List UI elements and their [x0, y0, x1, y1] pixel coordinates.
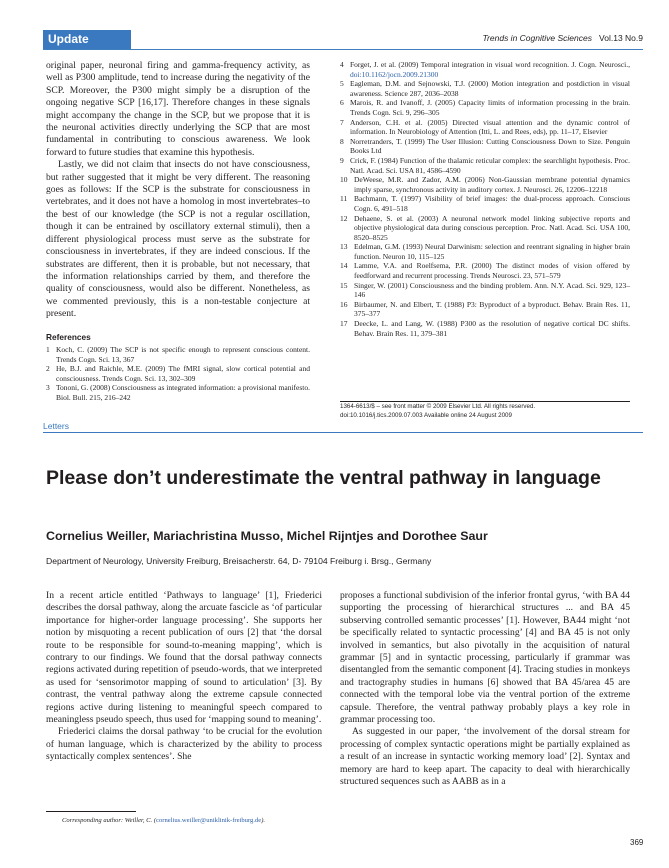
reference-number: 3 — [46, 383, 50, 393]
journal-name: Trends in Cognitive Sciences — [482, 33, 592, 43]
reference-item — [340, 194, 630, 213]
reference-text: He, B.J. and Raichle, M.E. (2009) The fMRI signal, slow cortical potential and consciousness. Trends Cogn. Sci. 13, 302–309 — [56, 364, 310, 383]
reference-list — [46, 345, 310, 403]
corresponding-author-footnote — [62, 817, 265, 824]
page-number: 369 — [630, 838, 644, 847]
letter-left-column — [46, 590, 322, 764]
reference-text: Deecke, L. and Lang, W. (1988) P300 as the resolution of negative cortical DC shifts. Behav. Brain Res. 11, 379–381 — [354, 319, 630, 338]
reference-item — [340, 175, 630, 194]
section-divider — [43, 432, 643, 433]
reference-number: 4 — [340, 60, 344, 69]
reference-number: 13 — [340, 242, 348, 252]
reference-number: 17 — [340, 319, 348, 329]
reference-number: 8 — [340, 136, 344, 146]
doi-line: doi:10.1016/j.tics.2009.07.003 Available online 24 August 2009 — [340, 411, 512, 419]
reference-text: DeWeese, M.R. and Zador, A.M. (2006) Non-Gaussian membrane potential dynamics imply sparse, synchronous activity in auditory cortex. J. Neurosci. 26, 12206–12218 — [354, 175, 630, 194]
reference-item — [340, 79, 630, 98]
body-paragraph: Lastly, we did not claim that insects do not have consciousness, but rather suggested that it might be very different. The reasoning goes as follows: If the SCP is the substrate for consciousness in vertebrates, and it does not have a homolog in most invertebrates–to the best of our knowledge (the SCP is not a regular oscillation, though it can be entrained by oscillatory external stimuli), then a different physiological process must serve as the substrate for consciousness in invertebrates, if they are indeed conscious. If the substrates are different, then it is probable, but not necessary, that the information relationships carried by them, and therefore the quality of consciousness, would also be different. Nonetheless, as we commented previously, this is a non-testable conjecture at present. — [46, 159, 310, 320]
reference-item — [340, 214, 630, 243]
footnote-end: ). — [261, 817, 266, 824]
references-heading: References — [46, 331, 91, 342]
reference-item — [340, 156, 630, 175]
prior-letter-left-column — [46, 60, 310, 403]
reference-text: Bachmann, T. (1997) Visibility of brief images: the dual-process approach. Conscious Cogn. 6, 491–518 — [354, 194, 630, 213]
copyright-block — [340, 403, 630, 420]
journal-info — [483, 33, 644, 43]
reference-item — [340, 300, 630, 319]
reference-doi-link[interactable]: doi:10.1162/jocn.2009.21300 — [350, 69, 439, 79]
reference-text: Dehaene, S. et al. (2003) A neuronal network model linking subjective reports and objective physiological data during conscious perception. Proc. Natl. Acad. Sci. USA 100, 8520–8525 — [354, 213, 630, 242]
reference-number: 11 — [340, 194, 348, 204]
reference-number: 7 — [340, 117, 344, 127]
reference-number: 1 — [46, 344, 50, 354]
page-header — [43, 30, 643, 50]
body-paragraph: Friederici claims the dorsal pathway ‘to be crucial for the evolution of human language, which is characterized by the ability to process syntactically complex sentences’. She — [46, 726, 322, 763]
copyright-rule — [340, 401, 630, 402]
footnote-rule — [46, 811, 136, 812]
copyright-line: 1364-6613/$ – see front matter © 2009 Elsevier Ltd. All rights reserved. — [340, 403, 536, 410]
reference-item — [340, 281, 630, 300]
letter-right-column — [340, 590, 630, 789]
reference-text: Koch, C. (2009) The SCP is not specific enough to represent conscious content. Trends Cogn. Sci. 13, 367 — [56, 344, 310, 364]
body-paragraph: As suggested in our paper, ‘the involvement of the dorsal stream for processing of complex syntactic operations might be partially explained as a result of an increase in syntactic working memory load’ [2]. Syntax and memory are hard to keep apart. The capacity to deal with hierarchically structured sequences such as AABB as in a — [340, 726, 630, 788]
reference-text: Forget, J. et al. (2009) Temporal integration in visual word recognition. J. Cogn. Neurosci., doi:10.1162/jocn.2009.21300 — [350, 60, 630, 79]
reference-text: Crick, F. (1984) Function of the thalamic reticular complex: the searchlight hypothesis. Proc. Natl. Acad. Sci. USA 81, 4586–4590 — [350, 155, 630, 175]
reference-text: Anderson, C.H. et al. (2005) Directed visual attention and the dynamic control of information. In Neurobiology of Attention (Itti, L. and Rees, eds), pp. 11–17, Elsevier — [350, 117, 630, 137]
reference-number: 16 — [340, 299, 348, 309]
reference-text: Tononi, G. (2008) Consciousness as integrated information: a provisional manifesto. Biol. Bull. 215, 216–242 — [56, 383, 310, 402]
body-paragraph: In a recent article entitled ‘Pathways to language’ [1], Friederici describes the dorsal pathway, along the arcuate fascicle as ‘of particular importance for higher-order language processing’. She supports her notion by misquoting a recent publication of ours [2] that ‘the dorsal route to be responsible for sound-to-meaning mapping’, which is contrary to our findings. We found that the dorsal pathway connects regions activated during repetition of pseudo-words, that we interpreted as used for ‘sensorimotor mapping of sound to articulation’ [3]. By contrast, the ventral pathway along the extreme capsule connected regions active during listening to meaningful speech compared to meaningless pseudo speech, thus used for ‘mapping sound to meaning’. — [46, 590, 322, 726]
author-email-link[interactable]: cornelius.weiller@uniklinik-freiburg.de — [156, 817, 262, 824]
reference-text: Lamme, V.A. and Roelfsema, P.R. (2000) The distinct modes of vision offered by feedforward and recurrent processing. Trends Neurosci. 23, 571–579 — [354, 261, 630, 281]
reference-item — [340, 98, 630, 117]
reference-item — [46, 345, 310, 364]
reference-number: 15 — [340, 280, 348, 290]
reference-item — [340, 319, 630, 338]
reference-text: Edelman, G.M. (1993) Neural Darwinism: selection and reentrant signaling in higher brain function. Neuron 10, 115–125 — [354, 242, 630, 261]
reference-item — [340, 137, 630, 156]
reference-item — [340, 118, 630, 137]
reference-number: 10 — [340, 175, 348, 185]
reference-item — [46, 364, 310, 383]
reference-text: Norretranders, T. (1999) The User Illusion: Cutting Consciousness Down to Size. Penguin Books Ltd — [350, 136, 630, 156]
reference-text: Singer, W. (2001) Consciousness and the binding problem. Ann. N.Y. Acad. Sci. 929, 123–146 — [354, 280, 630, 300]
article-title: Please don’t underestimate the ventral pathway in language — [46, 467, 601, 489]
prior-letter-right-column — [340, 60, 630, 338]
reference-text: Eagleman, D.M. and Sejnowski, T.J. (2000) Motion integration and postdiction in visual awareness. Science 287, 2036–2038 — [350, 79, 630, 98]
body-paragraph: proposes a functional subdivision of the inferior frontal gyrus, ‘with BA 44 supporting the processing of hierarchical structures ... and BA 45 subserving controlled semantic processes’ [1]. However, BA44 might ‘not be specifically related to syntactic processing’ [4] and BA 45 is not only involved in semantics, but also pivotally in the acquisition of natural grammar [5] and in syntactic processing, particularly if grammar was disentangled from the semantic component [4]. Tracing studies in monkeys and tractography studies in humans [6] showed that BA 45/area 45 are connected with the temporal lobe via the ventral portion of the extreme capsule. Therefore, the ventral pathway probably plays a key role in grammar processing too. — [340, 590, 630, 726]
reference-list — [340, 60, 630, 338]
article-affiliation: Department of Neurology, University Freiburg, Breisacherstr. 64, D- 79104 Freiburg i. Brsg., Germany — [46, 556, 432, 566]
footnote-label: Corresponding author: Weiller, C. ( — [62, 817, 157, 824]
article-authors: Cornelius Weiller, Mariachristina Musso, Michel Rijntjes and Dorothee Saur — [46, 529, 488, 543]
reference-item — [46, 383, 310, 402]
section-badge-update: Update — [43, 30, 131, 49]
reference-number: 5 — [340, 79, 344, 89]
reference-number: 6 — [340, 98, 344, 108]
reference-number: 12 — [340, 213, 348, 223]
reference-item — [340, 261, 630, 280]
section-label-letters: Letters — [43, 421, 69, 431]
reference-item — [340, 60, 630, 79]
reference-number: 2 — [46, 364, 50, 374]
reference-number: 9 — [340, 155, 344, 165]
reference-item — [340, 242, 630, 261]
body-paragraph: original paper, neuronal firing and gamma-frequency activity, as well as P300 amplitude, tend to increase during the negativity of the SCP. Moreover, the P300 might simply be a disruption of the ongoing negative SCP [16,17]. Therefore changes in these signals might accompany the change in the SCP, but we propose that it is the neuronal activities directly underlying the SCP that are most fundamental in contributing to conscious awareness. We look forward to future studies that examine this hypothesis. — [46, 60, 310, 158]
reference-number: 14 — [340, 261, 348, 271]
reference-text: Birbaumer, N. and Elbert, T. (1988) P3: Byproduct of a byproduct. Behav. Brain Res. 11, 375–377 — [354, 299, 630, 319]
journal-volume: Vol.13 No.9 — [599, 33, 643, 43]
reference-text: Marois, R. and Ivanoff, J. (2005) Capacity limits of information processing in the brain. Trends Cogn. Sci. 9, 296–305 — [350, 98, 630, 117]
